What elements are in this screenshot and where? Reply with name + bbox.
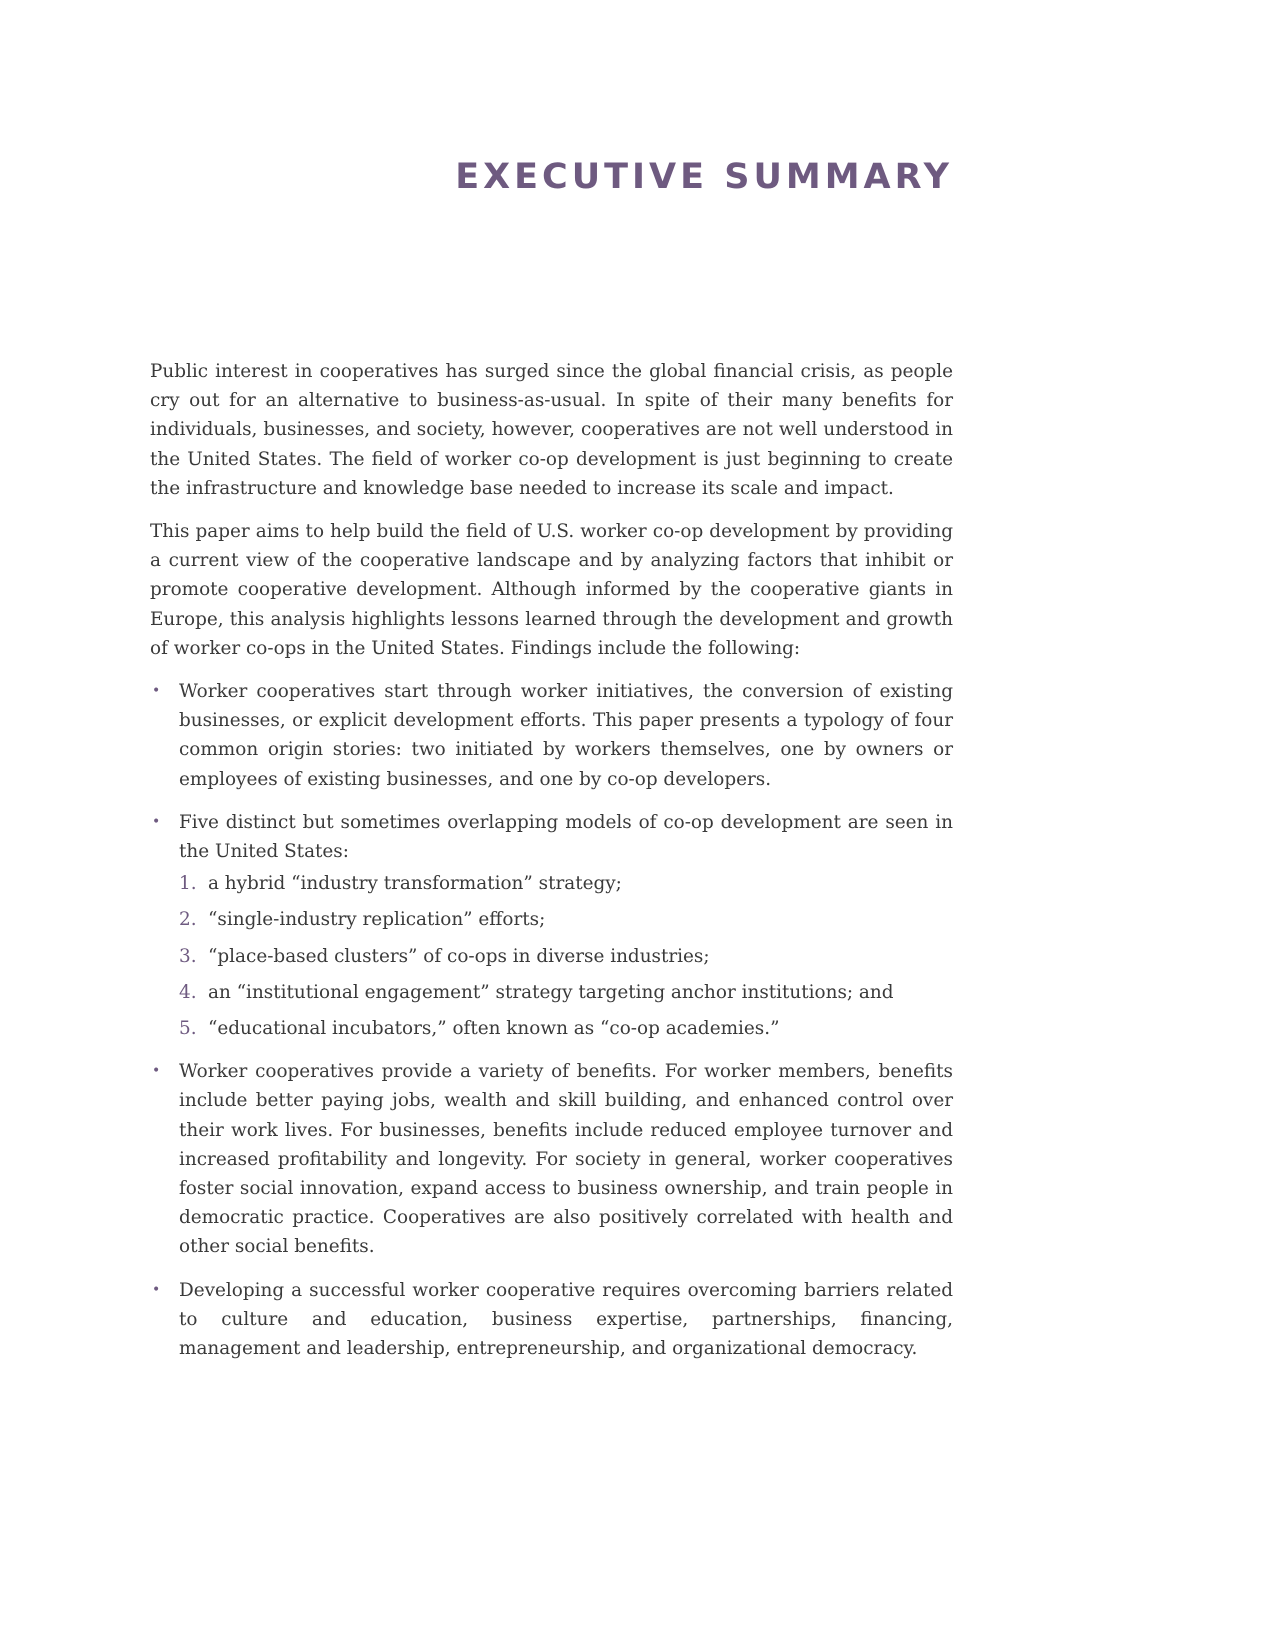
finding-text: Five distinct but sometimes overlapping models of co-op development are seen in the United States: [179, 811, 953, 863]
intro-paragraph: Public interest in cooperatives has surged since the global financial crisis, as people cry out for an alternative to business-as-usual. In spite of their many benefits for individuals, businesses, and society, however, cooperatives are not well understood in the United States. The field of worker co-op development is just beginning to create the infrastructure and knowledge base needed to increase its scale and impact. [150, 361, 953, 499]
model-text: a hybrid “industry transformation” strategy; [208, 873, 622, 895]
model-number: 3. [179, 945, 197, 967]
model-item [179, 1014, 953, 1043]
findings-list [150, 677, 953, 1363]
model-number: 2. [179, 909, 197, 931]
model-text: an “institutional engagement” strategy targeting anchor institutions; and [208, 981, 894, 1003]
summary-body [150, 357, 953, 1377]
models-list [179, 869, 953, 1043]
finding-item [150, 677, 953, 794]
bullet-icon: • [152, 1281, 161, 1298]
model-text: “educational incubators,” often known as “co-op academies.” [208, 1018, 780, 1040]
model-item [179, 869, 953, 898]
finding-item [150, 808, 953, 1043]
model-number: 1. [179, 873, 197, 895]
finding-text: Developing a successful worker cooperative requires overcoming barriers related to culture and education, business expertise, partnerships, financing, management and leadership, entrepreneurship, and organizational democracy. [179, 1279, 953, 1360]
model-item [179, 905, 953, 934]
bullet-icon: • [152, 813, 161, 830]
bullet-icon: • [152, 1063, 161, 1080]
model-item [179, 942, 953, 971]
finding-item [150, 1057, 953, 1261]
finding-item [150, 1276, 953, 1364]
bullet-icon: • [152, 683, 161, 700]
model-item [179, 978, 953, 1007]
model-number: 4. [179, 981, 197, 1003]
finding-text: Worker cooperatives start through worker initiatives, the conversion of existing businesses, or explicit development efforts. This paper presents a typology of four common origin stories: two initiated by workers themselves, one by owners or employees of existing businesses, and one by co-op developers. [179, 681, 953, 790]
model-number: 5. [179, 1018, 197, 1040]
model-text: “single-industry replication” efforts; [208, 909, 546, 931]
finding-text: Worker cooperatives provide a variety of benefits. For worker members, benefits include better paying jobs, wealth and skill building, and enhanced control over their work lives. For businesses, benefits include reduced employee turnover and increased profitability and longevity. For society in general, worker cooperatives foster social innovation, expand access to business ownership, and train people in democratic practice. Cooperatives are also positively correlated with health and other social benefits. [179, 1061, 953, 1258]
page-title: EXECUTIVE SUMMARY [455, 157, 953, 197]
model-text: “place-based clusters” of co-ops in diverse industries; [208, 945, 710, 967]
purpose-paragraph: This paper aims to help build the field of U.S. worker co-op development by providing a current view of the cooperative landscape and by analyzing factors that inhibit or promote cooperative development. Although informed by the cooperative giants in Europe, this analysis highlights lessons learned through the development and growth of worker co-ops in the United States. Findings include the following: [150, 521, 953, 659]
